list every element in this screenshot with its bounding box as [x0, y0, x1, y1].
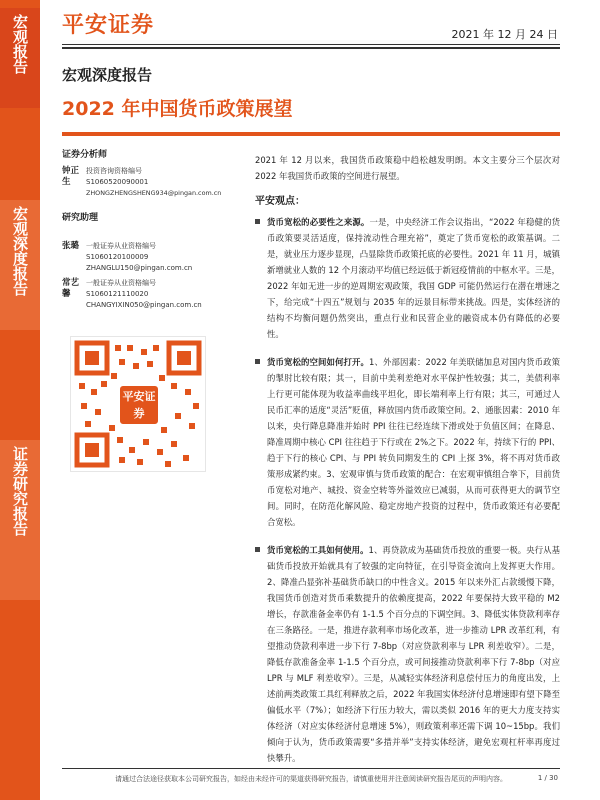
analyst-name: 钟正生 [62, 166, 80, 187]
assistant-cert-label: 一般证券从业资格编号 [86, 242, 156, 250]
viewpoint-heading: 平安观点： [255, 196, 305, 207]
viewpoint-lead: 货币宽松的工具如何使用。 [267, 545, 369, 555]
bullet-square-icon [255, 359, 260, 364]
viewpoint-lead: 货币宽松的空间如何打开。 [267, 357, 370, 367]
brand-logo: 平安证券 [62, 13, 155, 38]
analyst-info [86, 166, 234, 199]
sidebar-block-deep-report [0, 200, 40, 330]
sidebar-band [0, 0, 40, 800]
viewpoint-text: 一是，中央经济工作会议指出，“2022 年稳健的货币政策要灵活适度，保持流动性合理充裕”，奠定了货币宽松的政策基调。二是，就业压力逐步显现，凸显除货币政策托底的必要性。2021 年 11 月，城镇新增就业人数的 12 个月滚动平均值已经远低于新冠疫情前的中枢水平。三是，2022 年如无进一步的逆周期宏观政策，我国 GDP 可能仍然运行在潜在增速之下，给完成“十四五”规划与 2035 年的远景目标带来挑战。四是，实体经济的结构不均衡问题仍然突出，重点行业和民营企业的融资成本仍有降低的必要性。 [267, 217, 560, 339]
report-body [255, 152, 560, 778]
sidebar-label-2: 宏观深度报告 [11, 206, 29, 296]
page-number: 1 / 30 [537, 774, 558, 782]
analyst-entry [62, 166, 234, 199]
bullet-square-icon [255, 219, 260, 224]
assistant-name: 张璐 [62, 241, 80, 251]
viewpoint-text: 1、再贷款成为基础货币投放的重要一极。央行从基础货币投放开始就具有了较强的定向特征，在引导资金流向上发挥更大作用。2、降准凸显弥补基础货币缺口的中性含义。2015 年以来外汇占款缓慢下降，我国货币创造对货币乘数提升的依赖度提高，2022 年要保持大致平稳的 M2 增长，存款准备金率仍有 1-1.5 个百分点的下调空间。3、降低实体贷款利率存在三条路径。一是，推进存款利率市场化改革，进一步推动 LPR 改革红利，有望推动贷款利率进一步下行 7-8bp（对应贷款利率与 LPR 利差收窄）。二是，降低存款准备金率 1-1.5 个百分点，或可间接推动贷款利率下行 7-8bp（对应 LPR 与 MLF 利差收窄）。三是，从减轻实体经济利息偿付压力的角度出发，上述前两类政策工具红利释放之后，2022 年我国实体经济付息增速即有望下降至偏低水平（7%）；如经济下行压力较大，需以类似 2016 年的更大力度支持实体经济（对应实体经济付息增速 5%），则政策利率还需下调 10~15bp。我们倾向于认为，货币政策需要“多措并举”支持实体经济，避免宏观杠杆率再度过快攀升。 [267, 545, 560, 763]
footer-disclaimer: 请通过合法途径获取本公司研究报告，如经由未经许可的渠道获得研究报告，请慎重使用并注意阅读研究报告尾页的声明内容。 [115, 775, 507, 783]
qr-logo-badge: 平安证券 [117, 383, 161, 427]
assistant-email[interactable]: ZHANGLU150@pingan.com.cn [86, 264, 193, 272]
assistants-heading: 研究助理 [62, 213, 99, 223]
sidebar-label-1: 宏观报告 [11, 14, 29, 74]
assistant-info [86, 278, 234, 311]
viewpoint-item [255, 214, 560, 342]
assistant-info [86, 241, 234, 274]
assistant-email[interactable]: CHANGYIXIN050@pingan.com.cn [86, 301, 202, 309]
report-date: 2021 年 12 月 24 日 [451, 28, 558, 41]
analyst-cert-number: S1060520090001 [86, 178, 149, 186]
viewpoint-item [255, 354, 560, 530]
assistant-cert-label: 一般证券从业资格编号 [86, 279, 156, 287]
assistant-cert-number: S1060120100009 [86, 253, 149, 261]
title-divider [62, 132, 560, 136]
bullet-square-icon [255, 547, 260, 552]
report-category: 宏观深度报告 [62, 66, 153, 84]
footer-divider [62, 768, 560, 769]
intro-paragraph: 2021 年 12 月以来，我国货币政策稳中趋松越发明朗。本文主要分三个层次对 2022 年我国货币政策的空间进行展望。 [255, 155, 560, 181]
assistant-entry [62, 241, 234, 274]
analyst-panel [62, 150, 234, 313]
analyst-email[interactable]: ZHONGZHENGSHENG934@pingan.com.cn [86, 189, 222, 197]
page-title: 2022 年中国货币政策展望 [62, 98, 293, 120]
viewpoint-item [255, 542, 560, 766]
sidebar-block-securities-report [0, 440, 40, 600]
analysts-heading: 证券分析师 [62, 150, 108, 160]
sidebar-label-3: 证券研究报告 [11, 446, 29, 536]
viewpoint-text: 1、外部因素：2022 年美联储加息对国内货币政策的掣肘比较有限；其一，目前中美利差绝对水平保护性较强；其二，美债利率上行更可能体现为收益率曲线平坦化，即长端利率上行有限；其三，可通过人民币汇率的适度“灵活”贬值，释放国内货币政策空间。2、通胀因素：2010 年以来，央行降息降准并始时 PPI 往往已经连续下滑或处于负值区间；在降息、降准周期中核心 CPI 往往趋于下行或在 2%之下。2022 年，持续下行的 PPI、趋于下行的核心 CPI、与 PPI 转负同期发生的 CPI 上探 3%，将不再对货币政策形成紧约束。3、宏观审慎与货币政策的配合：在宏观审慎组合拳下，目前货币宽松对地产、城投、资金空转等外溢效应已减弱，从而可获得更大的调节空间。同时，在防范化解风险、稳定房地产投资的过程中，货币政策还有必要配合宽松。 [267, 357, 560, 527]
assistant-name: 常艺馨 [62, 278, 80, 299]
sidebar-block-macro-report [0, 8, 40, 108]
assistant-cert-number: S1060121110020 [86, 290, 149, 298]
header-divider-thick [62, 47, 560, 49]
qr-code[interactable] [70, 336, 206, 472]
analyst-cert-label: 投资咨询资格编号 [86, 167, 142, 175]
header-divider [62, 44, 560, 45]
assistant-entry [62, 278, 234, 311]
viewpoint-lead: 货币宽松的必要性之来源。 [267, 217, 370, 227]
